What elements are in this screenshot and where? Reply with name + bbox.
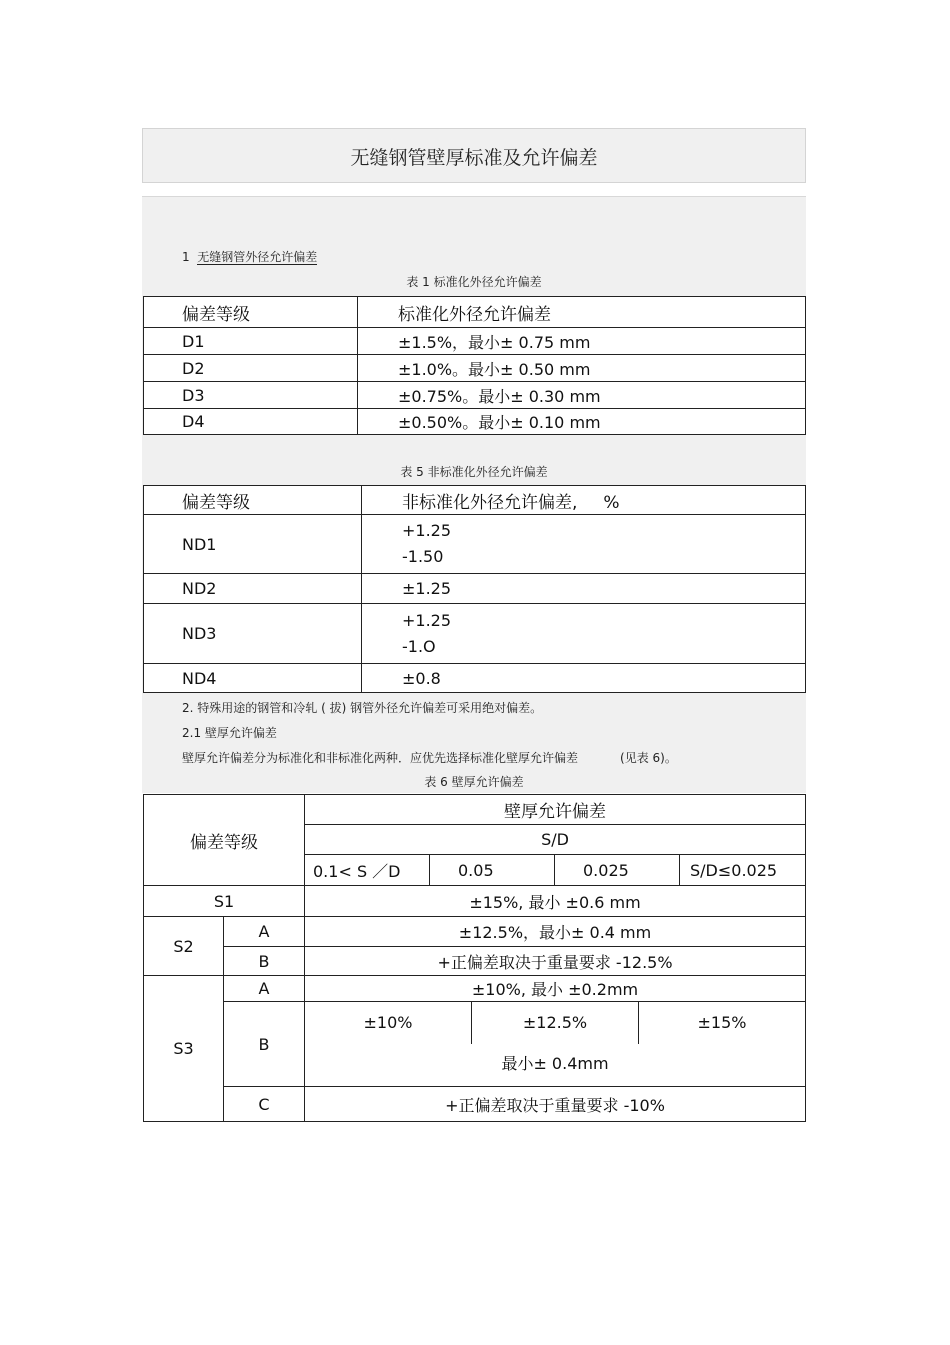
section1-title: 无缝钢管外径允许偏差 xyxy=(197,250,318,264)
table5-value-nd4: ±0.8 xyxy=(362,664,806,693)
table6-sd-col-2: 0.05 xyxy=(430,855,555,886)
page-title: 无缝钢管壁厚标准及允许偏差 xyxy=(350,147,598,169)
table5-grade-nd1: ND1 xyxy=(144,515,362,574)
table6-value-s2a: ±12.5%，最小± 0.4 mm xyxy=(305,917,806,947)
table6-header-main: 壁厚允许偏差 xyxy=(305,795,806,825)
section1-number: 1 xyxy=(182,250,190,264)
table-row xyxy=(144,515,806,574)
table5-value-nd3-line1: +1.25 xyxy=(402,610,452,630)
table6 xyxy=(143,794,806,1122)
table-row xyxy=(144,409,806,435)
table5 xyxy=(143,485,806,693)
table6-sd-col-4: S/D≤0.025 xyxy=(680,855,806,886)
table-row xyxy=(144,1087,806,1122)
table1-grade-d3: D3 xyxy=(144,382,358,409)
table5-grade-nd3: ND3 xyxy=(144,604,362,664)
table6-s3b-col-2: ±12.5% xyxy=(472,1002,639,1044)
table1-grade-d4: D4 xyxy=(144,409,358,435)
table1-caption: 表 1 标准化外径允许偏差 xyxy=(406,275,542,289)
table1-header-tolerance: 标准化外径允许偏差 xyxy=(358,297,806,328)
table1 xyxy=(143,296,806,435)
table6-sub-s2b: B xyxy=(224,947,305,976)
table5-caption: 表 5 非标准化外径允许偏差 xyxy=(400,465,548,479)
table6-s3b-split xyxy=(305,1002,805,1044)
table1-grade-d2: D2 xyxy=(144,355,358,382)
table6-grade-s2: S2 xyxy=(144,917,224,976)
table-row xyxy=(144,382,806,409)
table6-s3b-col-3: ±15% xyxy=(697,1013,747,1032)
table1-value-d3: ±0.75%。最小± 0.30 mm xyxy=(358,382,806,409)
section21-text-a: 壁厚允许偏差分为标准化和非标准化两种．应优先选择标准化壁厚允许偏差 xyxy=(182,751,579,765)
table5-value-nd1 xyxy=(362,515,806,574)
table1-header-row xyxy=(144,297,806,328)
table-row xyxy=(144,664,806,693)
table-row xyxy=(144,917,806,947)
table5-grade-nd4: ND4 xyxy=(144,664,362,693)
table-row xyxy=(144,328,806,355)
table-row xyxy=(144,574,806,604)
table5-value-nd1-line2: -1.50 xyxy=(402,547,444,566)
table6-sub-s2a: A xyxy=(224,917,305,947)
table-row xyxy=(144,976,806,1002)
table6-s3b-min: 最小± 0.4mm xyxy=(501,1054,609,1073)
table6-value-s3b xyxy=(305,1002,806,1087)
table1-value-d4: ±0.50%。最小± 0.10 mm xyxy=(358,409,806,435)
table6-value-s3a: ±10%, 最小 ±0.2mm xyxy=(305,976,806,1002)
section1-heading xyxy=(182,248,317,265)
table5-header-unit: % xyxy=(603,492,620,513)
table6-value-s1: ±15%, 最小 ±0.6 mm xyxy=(305,886,806,917)
table5-header-tolerance xyxy=(362,486,806,515)
table6-sub-s3b: B xyxy=(224,1002,305,1087)
table5-value-nd3 xyxy=(362,604,806,664)
table6-value-s2b: +正偏差取决于重量要求 -12.5% xyxy=(305,947,806,976)
table6-sub-s3a: A xyxy=(224,976,305,1002)
section21-text-b: (见表 6)。 xyxy=(620,751,677,765)
table5-value-nd3-line2: -1.O xyxy=(402,636,436,656)
table5-grade-nd2: ND2 xyxy=(144,574,362,604)
table6-s3b-col-1: ±10% xyxy=(305,1002,472,1044)
table5-header-grade: 偏差等级 xyxy=(144,486,362,515)
table6-sub-s3c: C xyxy=(224,1087,305,1122)
table-row xyxy=(144,886,806,917)
note-2: 2. 特殊用途的钢管和冷轧 ( 拔) 钢管外径允许偏差可采用绝对偏差。 xyxy=(182,701,543,715)
table5-header-tolerance-text: 非标准化外径允许偏差, xyxy=(402,492,578,513)
table1-value-d2: ±1.0%。最小± 0.50 mm xyxy=(358,355,806,382)
table5-value-nd1-line1: +1.25 xyxy=(402,521,452,540)
table5-value-nd2: ±1.25 xyxy=(362,574,806,604)
table6-sd-col-1: 0.1< S ／D xyxy=(305,855,430,886)
table1-grade-d1: D1 xyxy=(144,328,358,355)
table6-header-row-1 xyxy=(144,795,806,825)
table6-grade-s1: S1 xyxy=(144,886,305,917)
table-row xyxy=(144,604,806,664)
table-row xyxy=(144,947,806,976)
table6-sd-col-3: 0.025 xyxy=(555,855,680,886)
table-row xyxy=(144,1002,806,1087)
table1-header-grade: 偏差等级 xyxy=(144,297,358,328)
section21-text xyxy=(182,749,677,766)
table6-header-sd: S/D xyxy=(305,825,806,855)
table6-caption: 表 6 壁厚允许偏差 xyxy=(424,775,524,789)
title-box xyxy=(142,128,806,183)
section21-heading: 2.1 壁厚允许偏差 xyxy=(182,726,277,740)
table1-value-d1: ±1.5%，最小± 0.75 mm xyxy=(358,328,806,355)
table-row xyxy=(144,355,806,382)
table6-grade-s3: S3 xyxy=(144,976,224,1122)
table5-header-row xyxy=(144,486,806,515)
table6-header-grade: 偏差等级 xyxy=(144,795,305,886)
table6-value-s3c: +正偏差取决于重量要求 -10% xyxy=(305,1087,806,1122)
